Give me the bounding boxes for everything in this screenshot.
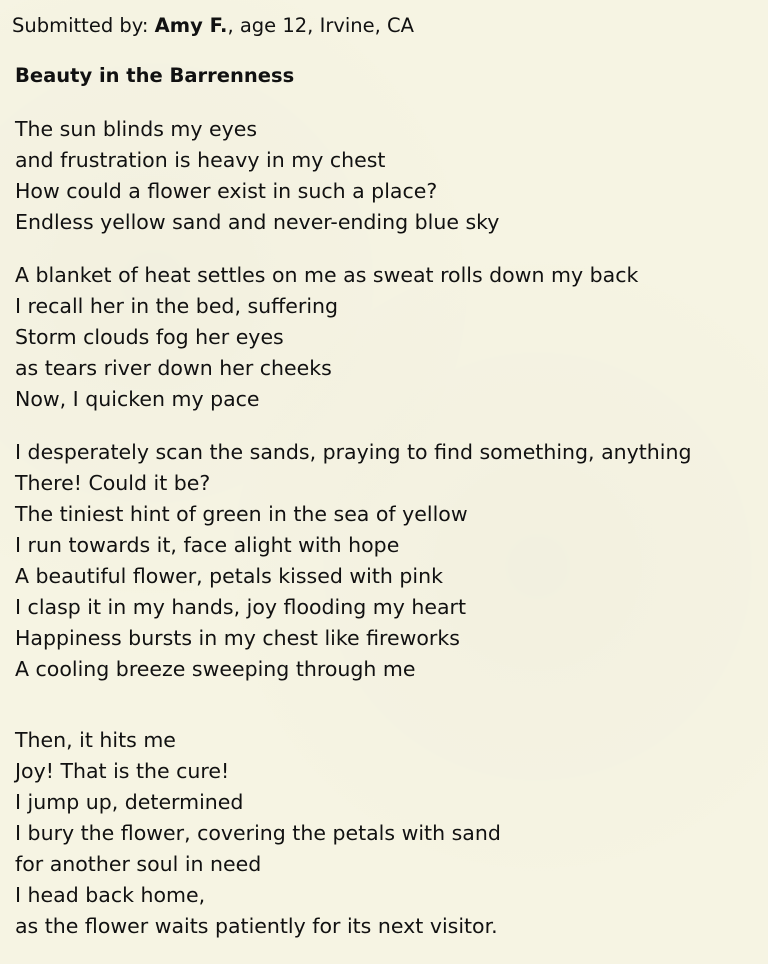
poem-line: as tears river down her cheeks — [15, 356, 332, 380]
submitted-prefix: Submitted by: — [12, 14, 155, 37]
poem-line: for another soul in need — [15, 852, 262, 876]
poem-line: There! Could it be? — [15, 471, 211, 495]
poem-line: I clasp it in my hands, joy flooding my heart — [15, 595, 467, 619]
poem-line: The tiniest hint of green in the sea of yellow — [15, 502, 468, 526]
poem-line: I bury the flower, covering the petals with sand — [15, 821, 501, 845]
stanza-1 — [15, 114, 765, 238]
poem-line: The sun blinds my eyes — [15, 117, 258, 141]
poem-line: Joy! That is the cure! — [15, 759, 230, 783]
stanza-2 — [15, 260, 765, 415]
poem-line: Now, I quicken my pace — [15, 387, 260, 411]
poem-line: I jump up, determined — [15, 790, 244, 814]
poem-line: A blanket of heat settles on me as sweat rolls down my back — [15, 263, 639, 287]
poem-line: as the flower waits patiently for its next visitor. — [15, 914, 498, 938]
poem-line: I recall her in the bed, suffering — [15, 294, 339, 318]
poem-line: Happiness bursts in my chest like fireworks — [15, 626, 460, 650]
poem-line: Then, it hits me — [15, 728, 176, 752]
poem-line: A cooling breeze sweeping through me — [15, 657, 416, 681]
poem-line: and frustration is heavy in my chest — [15, 148, 386, 172]
poem-line: I run towards it, face alight with hope — [15, 533, 400, 557]
poem-line: I desperately scan the sands, praying to find something, anything — [15, 440, 692, 464]
poem-line: I head back home, — [15, 883, 206, 907]
poem-line: Endless yellow sand and never-ending blue sky — [15, 210, 500, 234]
poem-body — [15, 114, 765, 964]
submission-byline — [12, 12, 414, 40]
author-name: Amy F. — [154, 14, 228, 37]
poem-title: Beauty in the Barrenness — [15, 64, 295, 87]
stanza-4 — [15, 725, 765, 942]
author-details: , age 12, Irvine, CA — [227, 14, 415, 37]
poem-line: How could a flower exist in such a place? — [15, 179, 438, 203]
poem-line: A beautiful flower, petals kissed with pink — [15, 564, 443, 588]
stanza-3 — [15, 437, 765, 685]
poem-line: Storm clouds fog her eyes — [15, 325, 284, 349]
